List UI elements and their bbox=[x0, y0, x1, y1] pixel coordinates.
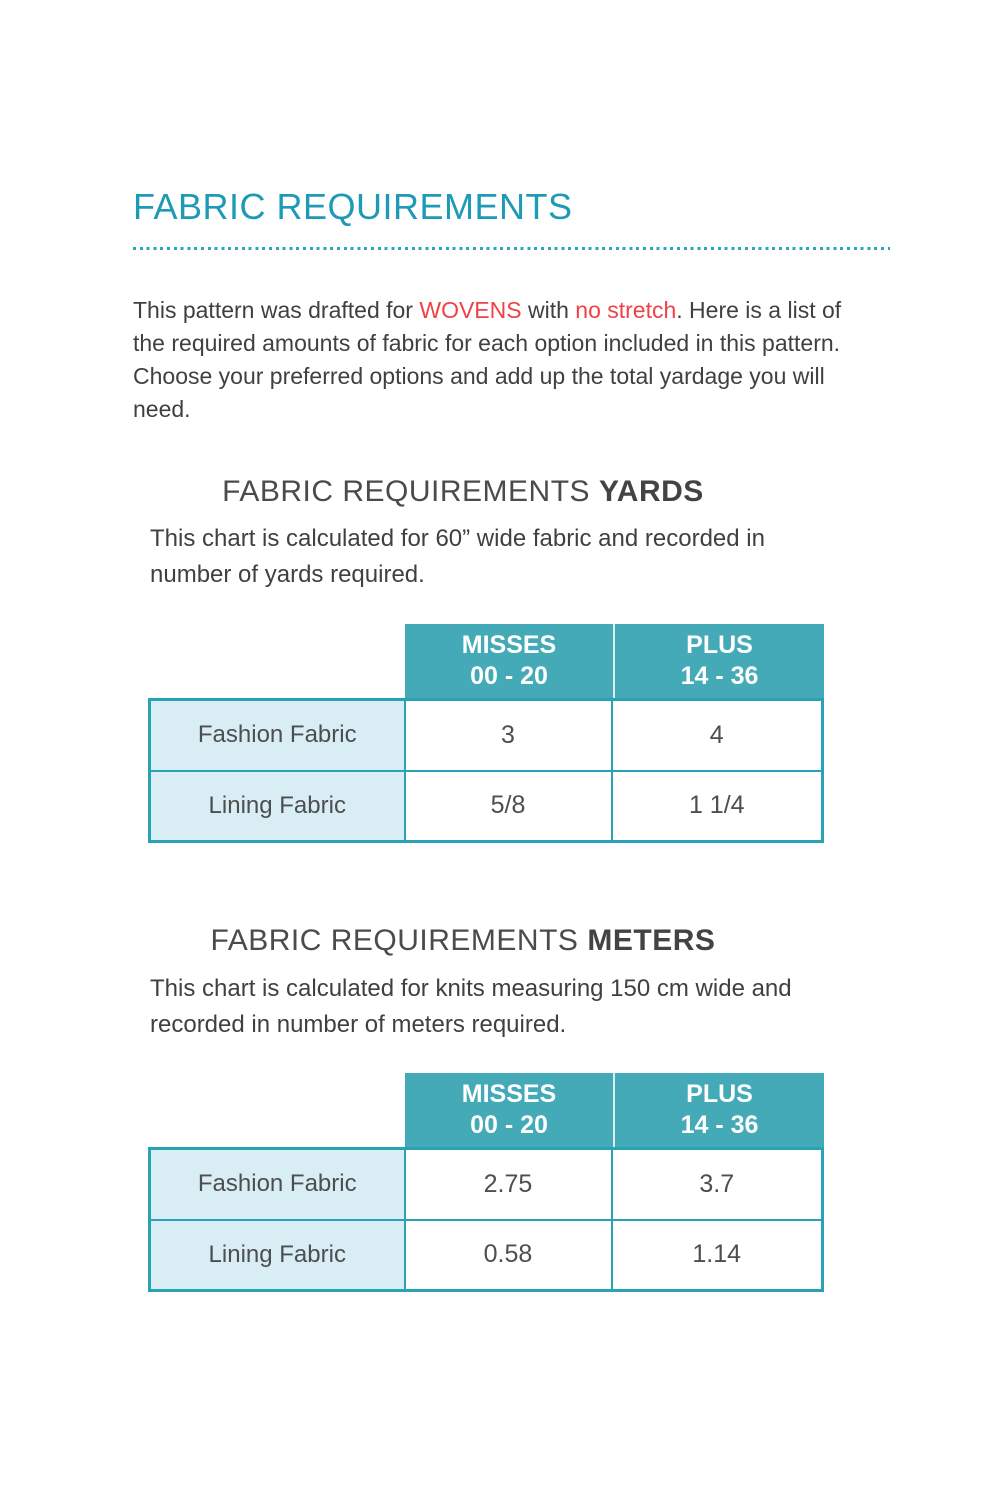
meters-plus-column-header bbox=[613, 1073, 824, 1147]
meters-heading-regular: FABRIC REQUIREMENTS bbox=[210, 924, 579, 957]
meters-table-body bbox=[148, 1147, 824, 1292]
column-range: 14 - 36 bbox=[680, 1111, 759, 1139]
meters-table bbox=[148, 1073, 824, 1295]
row-label: Lining Fabric bbox=[150, 771, 405, 842]
row-label: Lining Fabric bbox=[150, 1220, 405, 1291]
column-name: MISSES bbox=[461, 1080, 557, 1108]
yards-heading-bold: YARDS bbox=[599, 475, 704, 508]
dotted-divider bbox=[133, 247, 890, 250]
yards-misses-column-header bbox=[405, 624, 613, 698]
column-range: 00 - 20 bbox=[470, 662, 548, 690]
no-stretch-highlight: no stretch bbox=[575, 297, 677, 323]
plus-value: 3.7 bbox=[612, 1149, 823, 1220]
column-range: 00 - 20 bbox=[470, 1111, 548, 1139]
yards-section-heading bbox=[133, 475, 793, 509]
yards-plus-column-header bbox=[613, 624, 824, 698]
plus-value: 4 bbox=[612, 700, 823, 771]
meters-misses-column-header bbox=[405, 1073, 613, 1147]
table-row-lining-fabric bbox=[150, 771, 823, 842]
yards-table bbox=[148, 624, 824, 846]
misses-value: 0.58 bbox=[405, 1220, 612, 1291]
row-label: Fashion Fabric bbox=[150, 700, 405, 771]
meters-section-heading bbox=[133, 924, 793, 958]
misses-value: 2.75 bbox=[405, 1149, 612, 1220]
meters-table-header bbox=[405, 1073, 824, 1147]
intro-paragraph bbox=[133, 294, 869, 426]
row-label: Fashion Fabric bbox=[150, 1149, 405, 1220]
meters-section-description: This chart is calculated for knits measuring 150 cm wide and recorded in number of meters required. bbox=[150, 975, 792, 1038]
table-row-fashion-fabric bbox=[150, 1149, 823, 1220]
page-title: FABRIC REQUIREMENTS bbox=[133, 186, 573, 227]
intro-text-1: This pattern was drafted for bbox=[133, 297, 420, 323]
column-name: MISSES bbox=[461, 631, 557, 659]
plus-value: 1 1/4 bbox=[612, 771, 823, 842]
intro-text-2: with bbox=[521, 297, 576, 323]
table-row-lining-fabric bbox=[150, 1220, 823, 1291]
plus-value: 1.14 bbox=[612, 1220, 823, 1291]
table-row-fashion-fabric bbox=[150, 700, 823, 771]
yards-table-header bbox=[405, 624, 824, 698]
yards-heading-regular: FABRIC REQUIREMENTS bbox=[222, 475, 591, 508]
yards-table-body bbox=[148, 698, 824, 843]
column-range: 14 - 36 bbox=[680, 662, 759, 690]
misses-value: 5/8 bbox=[405, 771, 612, 842]
column-name: PLUS bbox=[686, 631, 753, 659]
wovens-highlight: WOVENS bbox=[419, 297, 522, 323]
misses-value: 3 bbox=[405, 700, 612, 771]
column-name: PLUS bbox=[686, 1080, 753, 1108]
intro-text-3: . Here is a list of the required amounts of fabric for each option included in this pattern. Choose your preferred options and add up the total yardage you will need. bbox=[133, 297, 842, 422]
yards-section-description: This chart is calculated for 60” wide fabric and recorded in number of yards required. bbox=[150, 525, 765, 588]
meters-heading-bold: METERS bbox=[587, 924, 716, 957]
